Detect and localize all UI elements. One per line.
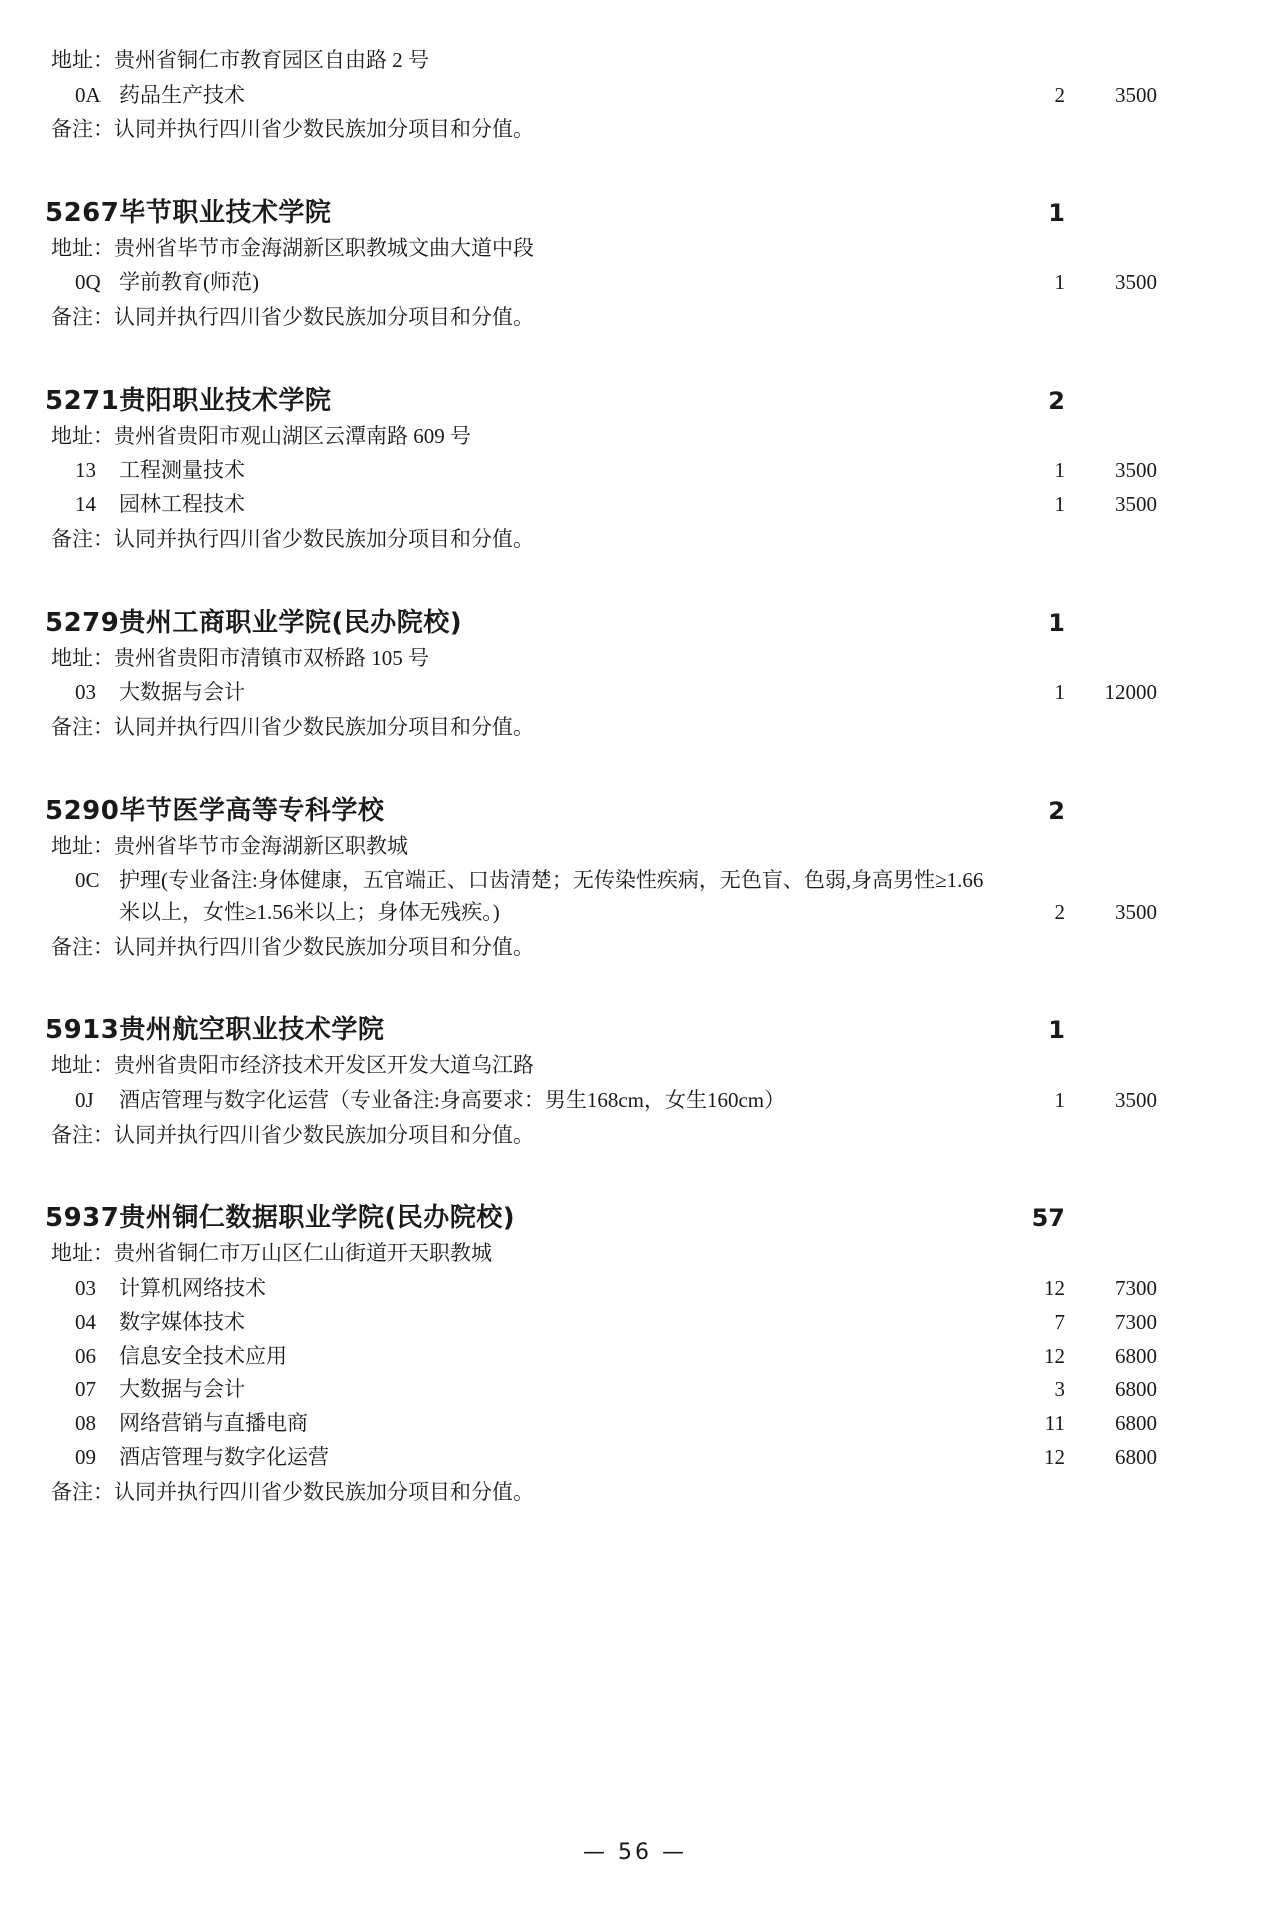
major-label — [45, 865, 1003, 929]
major-label — [45, 677, 1003, 709]
school-note: 备注：认同并执行四川省少数民族加分项目和分值。 — [51, 1122, 534, 1147]
major-label — [45, 1341, 1003, 1373]
major-label — [45, 1442, 1003, 1474]
school-name: 贵州航空职业技术学院 — [119, 1015, 385, 1046]
major-plan-count: 1 — [1054, 492, 1065, 517]
school-entry — [45, 602, 1165, 744]
major-plan-count: 1 — [1054, 458, 1065, 483]
major-code: 14 — [75, 492, 96, 517]
major-code: 0Q — [75, 270, 101, 295]
school-entry — [45, 1197, 1165, 1508]
school-code: 5267 — [45, 197, 120, 228]
major-plan-count: 1 — [1054, 270, 1065, 295]
major-fee: 12000 — [1104, 680, 1157, 705]
major-plan-count: 2 — [1054, 82, 1065, 107]
school-address: 地址：贵州省铜仁市教育园区自由路 2 号 — [51, 48, 429, 72]
major-label — [45, 1374, 1003, 1406]
major-code: 07 — [75, 1377, 96, 1402]
major-name: 学前教育(师范) — [119, 270, 259, 295]
major-plan-count: 12 — [1044, 1275, 1065, 1300]
major-fee: 6800 — [1115, 1411, 1157, 1436]
major-row — [45, 1341, 1165, 1373]
major-name: 计算机网络技术 — [119, 1275, 266, 1300]
school-title — [45, 602, 993, 639]
major-row — [45, 267, 1165, 299]
school-name: 贵州铜仁数据职业学院(民办院校) — [119, 1203, 516, 1234]
major-name: 网络营销与直播电商 — [119, 1411, 308, 1436]
major-name: 药品生产技术 — [119, 82, 245, 107]
major-code: 13 — [75, 458, 96, 483]
major-fee: 3500 — [1115, 899, 1157, 924]
major-name: 工程测量技术 — [119, 458, 245, 483]
major-name: 酒店管理与数字化运营（专业备注:身高要求：男生168cm，女生160cm） — [119, 1087, 786, 1112]
major-name: 信息安全技术应用 — [119, 1343, 287, 1368]
major-fee: 7300 — [1115, 1309, 1157, 1334]
school-name: 贵阳职业技术学院 — [119, 385, 332, 416]
school-address: 地址：贵州省毕节市金海湖新区职教城 — [51, 833, 408, 858]
major-fee: 3500 — [1115, 82, 1157, 107]
major-plan-count: 3 — [1054, 1377, 1065, 1402]
school-entry — [45, 1009, 1165, 1151]
school-address: 地址：贵州省贵阳市经济技术开发区开发大道乌江路 — [51, 1053, 534, 1078]
school-total-plan: 1 — [1048, 198, 1065, 227]
major-plan-count: 12 — [1044, 1343, 1065, 1368]
major-name: 护理(专业备注:身体健康，五官端正、口齿清楚；无传染性疾病，无色盲、色弱,身高男性≥1.66米以上，女性≥1.56米以上；身体无残疾。) — [119, 868, 984, 924]
major-plan-count: 7 — [1054, 1309, 1065, 1334]
school-total-plan: 2 — [1048, 796, 1065, 825]
school-header — [45, 192, 1165, 229]
school-note: 备注：认同并执行四川省少数民族加分项目和分值。 — [51, 117, 534, 142]
school-code: 5271 — [45, 385, 120, 416]
school-total-plan: 57 — [1031, 1204, 1065, 1233]
major-row — [45, 1374, 1165, 1406]
major-label — [45, 267, 1003, 299]
major-label — [45, 489, 1003, 521]
school-total-plan: 1 — [1048, 608, 1065, 637]
major-name: 大数据与会计 — [119, 1377, 245, 1402]
major-row — [45, 80, 1165, 112]
school-entry-continued — [45, 45, 1165, 146]
major-fee: 3500 — [1115, 1087, 1157, 1112]
major-fee: 3500 — [1115, 492, 1157, 517]
major-code: 04 — [75, 1309, 96, 1334]
school-entry — [45, 790, 1165, 964]
major-row — [45, 455, 1165, 487]
major-code: 08 — [75, 1411, 96, 1436]
school-title — [45, 1197, 993, 1234]
school-address: 地址：贵州省毕节市金海湖新区职教城文曲大道中段 — [51, 235, 534, 260]
major-code: 03 — [75, 680, 96, 705]
major-plan-count: 2 — [1054, 899, 1065, 924]
major-label — [45, 1273, 1003, 1305]
major-code: 0A — [75, 82, 101, 107]
school-header — [45, 790, 1165, 827]
school-header — [45, 380, 1165, 417]
major-label — [45, 455, 1003, 487]
school-header — [45, 1009, 1165, 1046]
school-code: 5279 — [45, 607, 120, 638]
school-address: 地址：贵州省铜仁市万山区仁山街道开天职教城 — [51, 1241, 492, 1266]
school-title — [45, 790, 993, 827]
major-name: 园林工程技术 — [119, 492, 245, 517]
school-name: 毕节医学高等专科学校 — [119, 795, 385, 826]
major-label — [45, 1408, 1003, 1440]
major-plan-count: 1 — [1054, 1087, 1065, 1112]
major-row — [45, 1307, 1165, 1339]
school-code: 5937 — [45, 1203, 120, 1234]
major-plan-count: 12 — [1044, 1445, 1065, 1470]
school-code: 5913 — [45, 1015, 120, 1046]
major-label — [45, 80, 1003, 112]
school-note: 备注：认同并执行四川省少数民族加分项目和分值。 — [51, 305, 534, 330]
school-total-plan: 1 — [1048, 1016, 1065, 1045]
major-name: 酒店管理与数字化运营 — [119, 1445, 329, 1470]
major-fee: 3500 — [1115, 270, 1157, 295]
major-code: 09 — [75, 1445, 96, 1470]
school-address: 地址：贵州省贵阳市清镇市双桥路 105 号 — [51, 645, 429, 670]
school-entry — [45, 192, 1165, 334]
major-code: 0J — [75, 1087, 94, 1112]
major-code: 0C — [75, 868, 100, 893]
school-note: 备注：认同并执行四川省少数民族加分项目和分值。 — [51, 715, 534, 740]
school-title — [45, 380, 993, 417]
major-name: 数字媒体技术 — [119, 1309, 245, 1334]
major-row — [45, 865, 1165, 929]
major-row — [45, 677, 1165, 709]
major-row — [45, 1442, 1165, 1474]
school-name: 贵州工商职业学院(民办院校) — [119, 607, 463, 638]
school-title — [45, 192, 993, 229]
major-plan-count: 11 — [1044, 1411, 1065, 1436]
school-note: 备注：认同并执行四川省少数民族加分项目和分值。 — [51, 1480, 534, 1505]
school-name: 毕节职业技术学院 — [119, 197, 332, 228]
school-note: 备注：认同并执行四川省少数民族加分项目和分值。 — [51, 527, 534, 552]
major-fee: 3500 — [1115, 458, 1157, 483]
major-label — [45, 1085, 1003, 1117]
school-note: 备注：认同并执行四川省少数民族加分项目和分值。 — [51, 934, 534, 959]
major-row — [45, 1273, 1165, 1305]
major-fee: 6800 — [1115, 1377, 1157, 1402]
page-number: — 56 — — [583, 1840, 687, 1865]
school-code: 5290 — [45, 795, 120, 826]
major-code: 06 — [75, 1343, 96, 1368]
major-code: 03 — [75, 1275, 96, 1300]
major-row — [45, 1408, 1165, 1440]
school-address: 地址：贵州省贵阳市观山湖区云潭南路 609 号 — [51, 423, 471, 448]
school-total-plan: 2 — [1048, 386, 1065, 415]
school-entry — [45, 380, 1165, 556]
major-fee: 6800 — [1115, 1445, 1157, 1470]
major-row — [45, 1085, 1165, 1117]
major-fee: 7300 — [1115, 1275, 1157, 1300]
major-fee: 6800 — [1115, 1343, 1157, 1368]
school-header — [45, 602, 1165, 639]
major-row — [45, 489, 1165, 521]
major-name: 大数据与会计 — [119, 680, 245, 705]
school-title — [45, 1009, 993, 1046]
school-header — [45, 1197, 1165, 1234]
major-label — [45, 1307, 1003, 1339]
major-plan-count: 1 — [1054, 680, 1065, 705]
